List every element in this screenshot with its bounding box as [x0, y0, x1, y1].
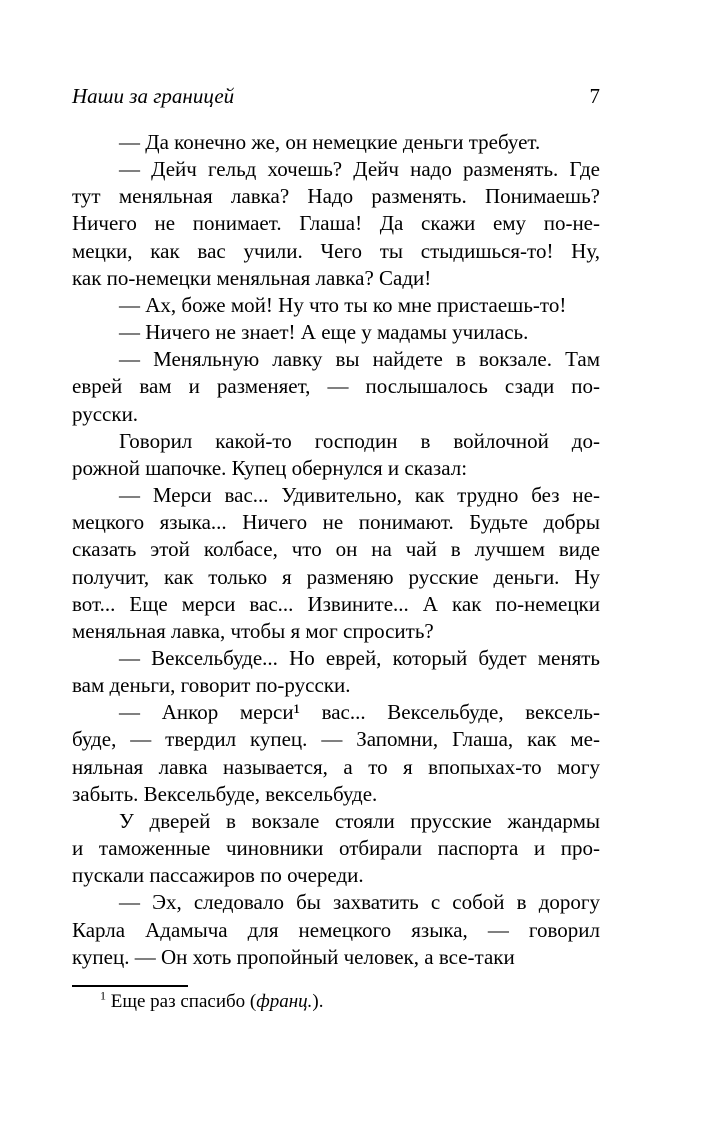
text-line: Карла Адамыча для немецкого языка, — говорил	[72, 917, 600, 942]
text-line: няльная лавка называется, а то я впопыхах-то могу	[72, 754, 600, 779]
text-line: еврей вам и разменяет, — послышалось сзади по-	[72, 374, 600, 399]
text-line: — Мерси вас... Удивительно, как трудно без не-	[119, 483, 600, 508]
footnote-marker: 1	[100, 988, 106, 1003]
text-line: — Ах, боже мой! Ну что ты ко мне пристаешь-то!	[119, 292, 567, 317]
text-line: — Да конечно же, он немецкие деньги требует.	[119, 130, 541, 154]
footnote	[72, 990, 600, 1014]
text-line: буде, — твердил купец. — Запомни, Глаша, как ме-	[72, 727, 600, 752]
text-line: мецкого языка... Ничего не понимают. Будьте добры	[72, 510, 600, 535]
text-line: меняльная лавка, чтобы я мог спросить?	[72, 618, 434, 643]
page-number: 7	[589, 84, 600, 108]
text-line: забыть. Вексельбуде, вексельбуде.	[72, 781, 378, 806]
text-line: — Ничего не знает! А еще у мадамы училась.	[119, 320, 529, 345]
text-line: получит, как только я разменяю русские деньги. Ну	[72, 564, 600, 589]
text-line: пускали пассажиров по очереди.	[72, 863, 364, 888]
text-line: У дверей в вокзале стояли прусские жандармы	[119, 808, 600, 833]
text-line: — Эх, следовало бы захватить с собой в дорогу	[119, 890, 600, 915]
text-line: — Меняльную лавку вы найдете в вокзале. Там	[119, 347, 600, 372]
text-line: вам деньги, говорит по-русски.	[72, 673, 351, 698]
text-line: Ничего не понимает. Глаша! Да скажи ему по-не-	[72, 211, 600, 236]
text-line: купец. — Он хоть пропойный человек, а все-таки	[72, 944, 515, 969]
footnote-language: франц.	[256, 991, 313, 1012]
text-line: рожной шапочке. Купец обернулся и сказал:	[72, 455, 468, 480]
footnote-separator	[72, 985, 188, 987]
text-line: как по-немецки меняльная лавка? Сади!	[72, 265, 432, 290]
footnote-text: Еще раз спасибо (	[106, 991, 257, 1012]
text-line: вот... Еще мерси вас... Извините... А как по-немецки	[72, 591, 600, 616]
text-line: русски.	[72, 401, 139, 426]
text-line: Говорил какой-то господин в войлочной до-	[119, 428, 600, 453]
footnote-suffix: ).	[312, 991, 324, 1012]
text-line: тут меняльная лавка? Надо разменять. Понимаешь?	[72, 184, 600, 209]
text-line: и таможенные чиновники отбирали паспорта и про-	[72, 836, 600, 861]
text-line: сказать этой колбасе, что он на чай в лучшем виде	[72, 537, 600, 562]
text-line: — Анкор мерси¹ вас... Вексельбуде, вексель-	[119, 700, 600, 725]
running-title: Наши за границей	[72, 84, 235, 108]
body-text	[72, 129, 600, 971]
text-line: — Вексельбуде... Но еврей, который будет менять	[119, 645, 600, 670]
text-line: — Дейч гельд хочешь? Дейч надо разменять. Где	[119, 157, 600, 182]
text-line: мецки, как вас учили. Чего ты стыдишься-то! Ну,	[72, 238, 600, 263]
running-head	[72, 84, 600, 109]
